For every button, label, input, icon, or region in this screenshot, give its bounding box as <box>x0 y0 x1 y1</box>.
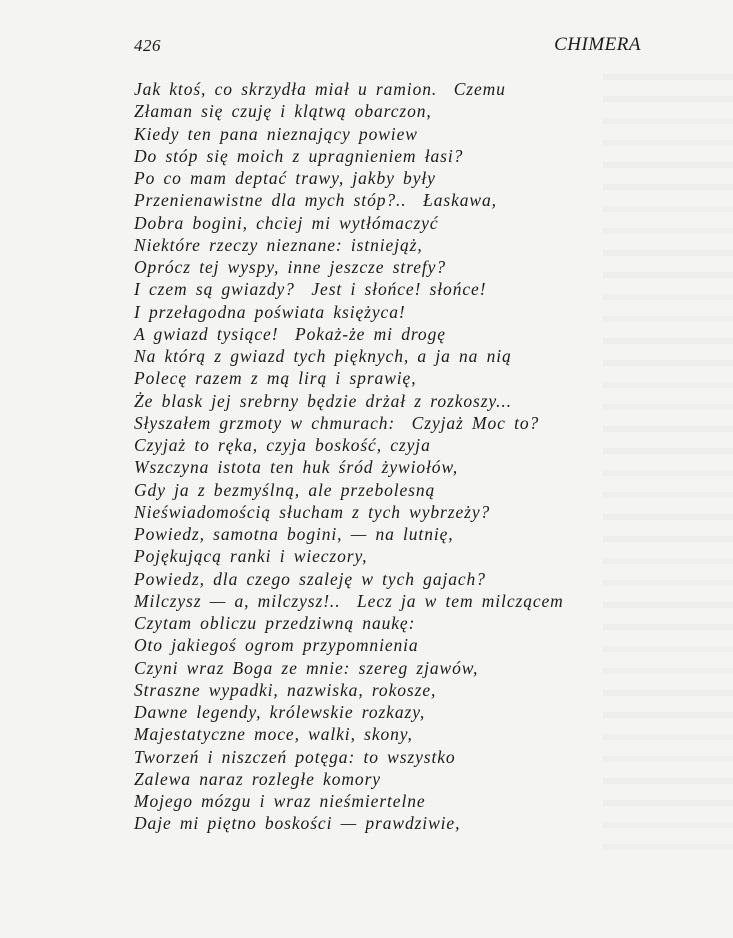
show-through-texture <box>603 60 733 860</box>
verse-line: Wszczyna istota ten huk śród żywiołów, <box>134 457 459 478</box>
verse-line: Słyszałem grzmoty w chmurach: Czyjaż Moc to? <box>134 412 540 433</box>
verse-line: Złaman się czuję i klątwą obarczon, <box>134 101 432 122</box>
verse-line: Czyjaż to ręka, czyja boskość, czyja <box>134 435 431 455</box>
verse-line: Straszne wypadki, nazwiska, rokosze, <box>134 679 437 700</box>
verse-line: Powiedz, dla czego szaleję w tych gajach? <box>134 568 486 589</box>
verse-line: Kiedy ten pana nieznający powiew <box>134 123 418 144</box>
verse-line: Przenienawistne dla mych stóp?.. Łaskawa, <box>134 190 497 211</box>
verse-line: Na którą z gwiazd tych pięknych, a ja na nią <box>134 346 512 366</box>
verse-line: I czem są gwiazdy? Jest i słońce! słońce! <box>134 279 487 300</box>
verse-line: A gwiazd tysiące! Pokaż-że mi drogę <box>134 323 446 344</box>
verse-line: Dawne legendy, królewskie rozkazy, <box>134 702 426 722</box>
poem-text <box>134 78 564 835</box>
verse-line: Mojego mózgu i wraz nieśmiertelne <box>134 791 426 811</box>
verse-line: Gdy ja z bezmyślną, ale przebolesną <box>134 479 436 500</box>
verse-line: Nieświadomością słucham z tych wybrzeży? <box>134 501 491 522</box>
verse-line: Jak ktoś, co skrzydła miał u ramion. Czemu <box>134 79 506 99</box>
verse-line: Tworzeń i niszczeń potęga: to wszystko <box>134 746 456 767</box>
verse-line: Majestatyczne moce, walki, skony, <box>134 724 413 745</box>
verse-line: Do stóp się moich z upragnieniem łasi? <box>134 145 464 166</box>
verse-line: Zalewa naraz rozległe komory <box>134 768 381 789</box>
verse-line: Oto jakiegoś ogrom przypomnienia <box>134 635 419 656</box>
verse-line: Czyni wraz Boga ze mnie: szereg zjawów, <box>134 657 479 678</box>
verse-line: Pojękującą ranki i wieczory, <box>134 546 368 567</box>
running-title: CHIMERA <box>554 34 641 55</box>
verse-line: Polecę razem z mą lirą i sprawię, <box>134 368 417 389</box>
verse-line: Po co mam deptać trawy, jakby były <box>134 168 436 188</box>
verse-line: I przełagodna poświata księżyca! <box>134 301 406 322</box>
verse-line: Niektóre rzeczy nieznane: istniejąż, <box>134 234 423 255</box>
verse-line: Daje mi piętno boskości — prawdziwie, <box>134 813 461 834</box>
verse-line: Oprócz tej wyspy, inne jeszcze strefy? <box>134 257 446 277</box>
page-number: 426 <box>134 36 161 55</box>
verse-line: Dobra bogini, chciej mi wytłómaczyć <box>134 212 439 233</box>
verse-line: Czytam obliczu przedziwną naukę: <box>134 613 416 633</box>
verse-line: Powiedz, samotna bogini, — na lutnię, <box>134 524 454 544</box>
verse-line: Milczysz — a, milczysz!.. Lecz ja w tem milczącem <box>134 590 564 611</box>
verse-line: Że blask jej srebrny będzie drżał z rozkoszy... <box>134 390 512 411</box>
